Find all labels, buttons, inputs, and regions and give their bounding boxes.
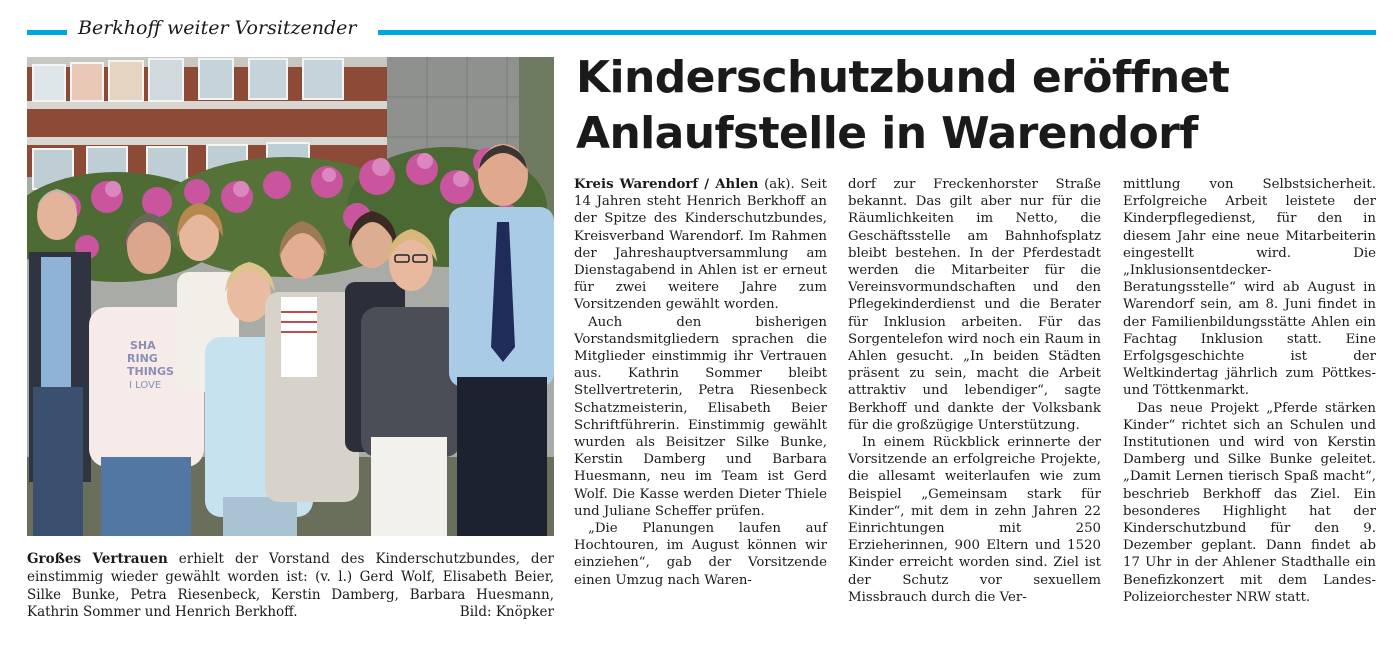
article-paragraph: „Die Planungen laufen auf Hochtouren, im August können wir einziehen“, gab der Vorsitzende einen Umzug nach Waren- xyxy=(574,521,827,588)
article-paragraph: mittlung von Selbstsicherheit. Erfolgreiche Arbeit leistete der Kinderpflegedienst, für den in diesem Jahr eine neue Mitarbeiterin eingestellt wird. Die „Inklusionsentdecker-Beratungsstelle“ wird ab August in Warendorf sein, am 8. Juni findet in der Familienbildungsstätte Ahlen ein Fachtag Inklusion statt. Eine Erfolgsgeschichte ist der Weltkindertag jährlich zum Pöttkes-und Töttkenmarkt. xyxy=(1123,177,1376,399)
article-paragraph: Auch den bisherigen Vorstandsmitgliedern sprachen die Mitglieder einstimmig ihr Vertrauen aus. Kathrin Sommer bleibt Stellvertreterin, Petra Riesenbeck Schatzmeisterin, Elisabeth Beier Schriftführerin. Einstimmig gewählt wurden als Beisitzer Silke Bunke, Kerstin Damberg und Barbara Huesmann, neu im Team ist Gerd Wolf. Die Kasse werden Dieter Thiele und Juliane Scheffer prüfen. xyxy=(574,314,827,519)
caption-text: erhielt der Vorstand des Kinderschutzbundes, der einstimmig wieder gewählt worden ist: (v. l.) Gerd Wolf, Elisabeth Beier, Silke Bunke, Petra Riesenbeck, Kerstin Damberg, Barbara Huesmann, Kathrin Sommer und Henrich Berkhoff. xyxy=(27,551,555,621)
shirt-print-line3: THINGS xyxy=(127,365,174,378)
shirt-print-line4: I LOVE xyxy=(129,380,162,391)
article-paragraph: In einem Rückblick erinnerte der Vorsitzende an erfolgreiche Projekte, die allesamt weiterlaufen wie zum Beispiel „Gemeinsam stark für Kinder“, mit dem in zehn Jahren 22 Einrichtungen mit 250 Erzieherinnen, 900 Eltern und 1520 Kinder erreicht worden sind. Ziel ist der Schutz vor sexuellem Missbrauch durch die Ver- xyxy=(848,435,1101,605)
article-column-3 xyxy=(1123,176,1376,606)
group-photo xyxy=(27,57,554,536)
article-paragraph: dorf zur Freckenhorster Straße bekannt. Das gilt aber nur für die Räumlichkeiten im Netto, die Geschäftsstelle am Bahnhofsplatz bleibt bestehen. In der Pferdestadt werden die Mitarbeiter für die Vereinsvormundschaften und den Pflegekinderdienst und die Berater für Inklusion arbeiten. Für das Sorgentelefon wird noch ein Raum in Ahlen gesucht. „In beiden Städten präsent zu sein, macht die Arbeit attraktiv und lebendiger“, sagte Berkhoff und dankte der Volksbank für die großzügige Unterstützung. xyxy=(848,177,1101,433)
article-column-2 xyxy=(848,176,1101,606)
headline-line-2: Anlaufstelle in Warendorf xyxy=(576,108,1198,159)
dateline: Kreis Warendorf / Ahlen xyxy=(574,177,759,192)
kicker-rule-right xyxy=(378,30,1376,35)
article-paragraph xyxy=(574,176,827,314)
shirt-print-line2: RING xyxy=(127,352,158,365)
headline xyxy=(576,50,1366,162)
shirt-print-line1: SHA xyxy=(130,339,156,352)
article-paragraph: Das neue Projekt „Pferde stärken Kinder“ richtet sich an Schulen und Institutionen und wird von Kerstin Damberg und Silke Bunke geleitet. „Damit Lernen tierisch Spaß macht“, beschrieb Berkhoff das Ziel. Ein besonderes Highlight hat der Kinderschutzbund für den 9. Dezember geplant. Dann findet ab 17 Uhr in der Ahlener Stadthalle ein Benefizkonzert mit dem Landes-Polizeiorchester NRW statt. xyxy=(1123,400,1376,605)
article-column-1 xyxy=(574,176,827,589)
headline-line-1: Kinderschutzbund eröffnet xyxy=(576,52,1230,103)
photo-caption xyxy=(27,551,554,622)
photo-credit: Bild: Knöpker xyxy=(459,604,554,621)
group-photo-illustration xyxy=(27,57,554,536)
article-text: (ak). Seit 14 Jahren steht Henrich Berkhoff an der Spitze des Kinderschutzbundes, Kreisverband Warendorf. Im Rahmen der Jahreshauptversammlung am Dienstagabend in Ahlen ist er erneut für zwei weitere Jahre zum Vorsitzenden gewählt worden. xyxy=(574,177,827,313)
kicker-rule-left xyxy=(27,30,67,35)
section-kicker: Berkhoff weiter Vorsitzender xyxy=(78,17,357,39)
caption-lead: Großes Vertrauen xyxy=(27,551,168,567)
